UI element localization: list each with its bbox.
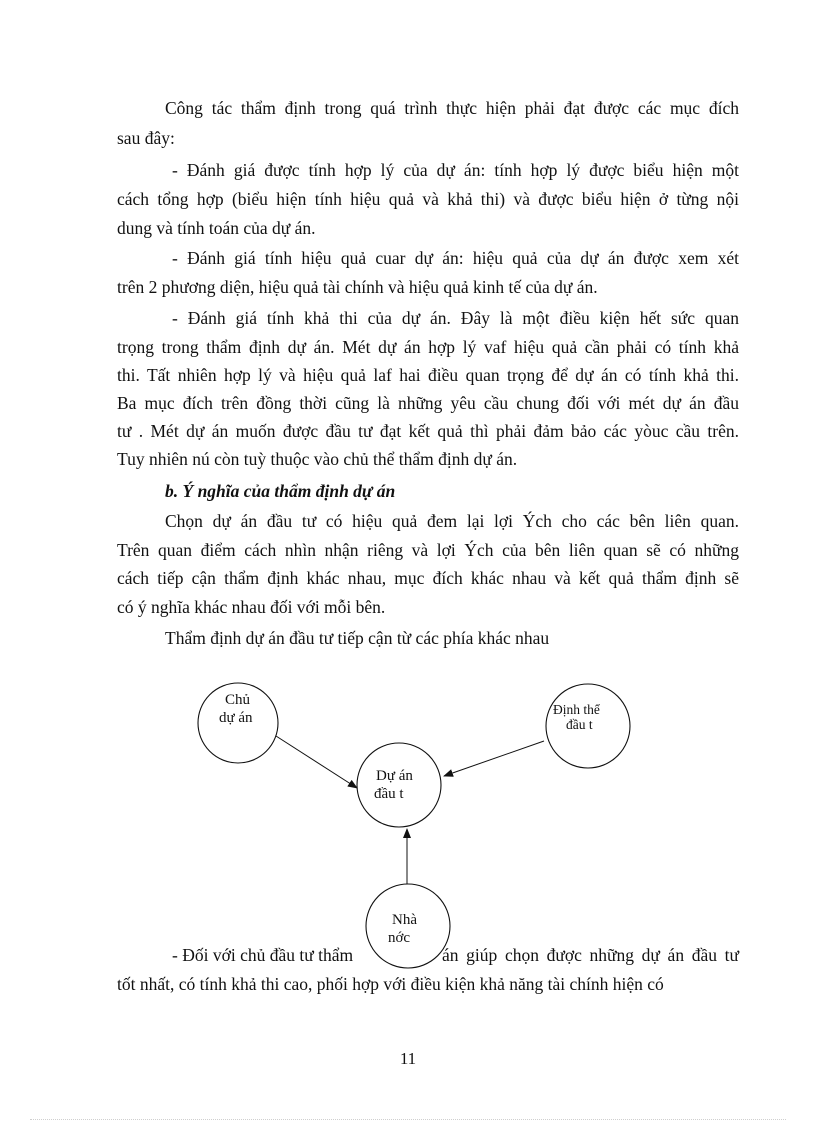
- bullet-feasibility-line-1: - Đánh giá tính khả thi của dự án. Đây là một điều kiện hết sức quan: [172, 308, 739, 328]
- paragraph-meaning-line-1: Chọn dự án đầu tư có hiệu quả đem lại lợi Ých cho các bên liên quan.: [165, 511, 739, 531]
- section-heading: b. Ý nghĩa của thẩm định dự án: [165, 481, 396, 501]
- bullet-reasonableness-line-2: cách tổng hợp (biểu hiện tính hiệu quả và khả thi) và được biểu hiện ở từng nội: [117, 189, 739, 209]
- diagram-intro: Thẩm định dự án đầu tư tiếp cận từ các phía khác nhau: [165, 628, 550, 648]
- lender-node-label-2: đầu t: [566, 717, 593, 732]
- page-number: 11: [399, 1049, 417, 1068]
- arrow-owner-to-project: [276, 736, 357, 788]
- state-node-label-2: nớc: [388, 930, 411, 946]
- arrow-lender-to-project: [444, 741, 544, 776]
- project-node-label-1: Dự án: [376, 768, 413, 784]
- project-node-label-2: đầu t: [374, 786, 404, 802]
- lender-node-label-1: Định thể: [553, 702, 600, 717]
- bullet-reasonableness-line-1: - Đánh giá được tính hợp lý của dự án: tính hợp lý được biểu hiện một: [172, 160, 739, 180]
- bullet-feasibility-line-4: Ba mục đích trên đồng thời cũng là những yêu cầu chung đối với mét dự án đầu: [117, 393, 739, 413]
- paragraph-owner-line-2: tốt nhất, có tính khả thi cao, phối hợp với điều kiện khả năng tài chính hiện có: [117, 974, 664, 994]
- bullet-feasibility-line-5: tư . Mét dự án muốn được đầu tư đạt kết quả thì phải đảm bảo các yòuc cầu trên.: [117, 421, 739, 441]
- bullet-efficiency-line-2: trên 2 phương diện, hiệu quả tài chính và hiệu quả kinh tế của dự án.: [117, 277, 598, 297]
- page-bottom-rule: [30, 1119, 786, 1120]
- paragraph-owner-line-1-start: - Đối với chủ đầu tư thẩm: [172, 945, 354, 965]
- owner-node-label-1: Chủ: [225, 692, 251, 708]
- paragraph-meaning-line-3: cách tiếp cận thẩm định khác nhau, mục đích khác nhau và kết quả thẩm định sẽ: [117, 568, 739, 588]
- bullet-feasibility-line-3: thi. Tất nhiên hợp lý và hiệu quả laf hai điều quan trọng để dự án có tính khả thi.: [117, 365, 739, 385]
- bullet-reasonableness-line-3: dung và tính toán của dự án.: [117, 218, 316, 238]
- project-node-circle: [357, 743, 441, 827]
- bullet-efficiency-line-1: - Đánh giá tính hiệu quả cuar dự án: hiệu quả của dự án được xem xét: [172, 248, 739, 268]
- bullet-feasibility-line-2: trọng trong thẩm định dự án. Mét dự án hợp lý vaf hiệu quả cần phải có tính khả: [117, 337, 739, 357]
- paragraph-meaning-line-4: có ý nghĩa khác nhau đối với mỗi bên.: [117, 597, 386, 617]
- bullet-feasibility-line-6: Tuy nhiên nú còn tuỳ thuộc vào chủ thể thẩm định dự án.: [117, 449, 518, 469]
- paragraph-owner-line-1-end: án giúp chọn được những dự án đầu tư: [442, 945, 739, 965]
- paragraph-purpose-line-1: Công tác thẩm định trong quá trình thực hiện phải đạt được các mục đích: [165, 98, 739, 118]
- paragraph-meaning-line-2: Trên quan điểm cách nhìn nhận riêng và lợi Ých của bên liên quan sẽ có những: [117, 540, 739, 560]
- paragraph-purpose-line-2: sau đây:: [117, 128, 175, 148]
- owner-node-label-2: dự án: [219, 710, 253, 726]
- state-node-label-1: Nhà: [392, 912, 417, 928]
